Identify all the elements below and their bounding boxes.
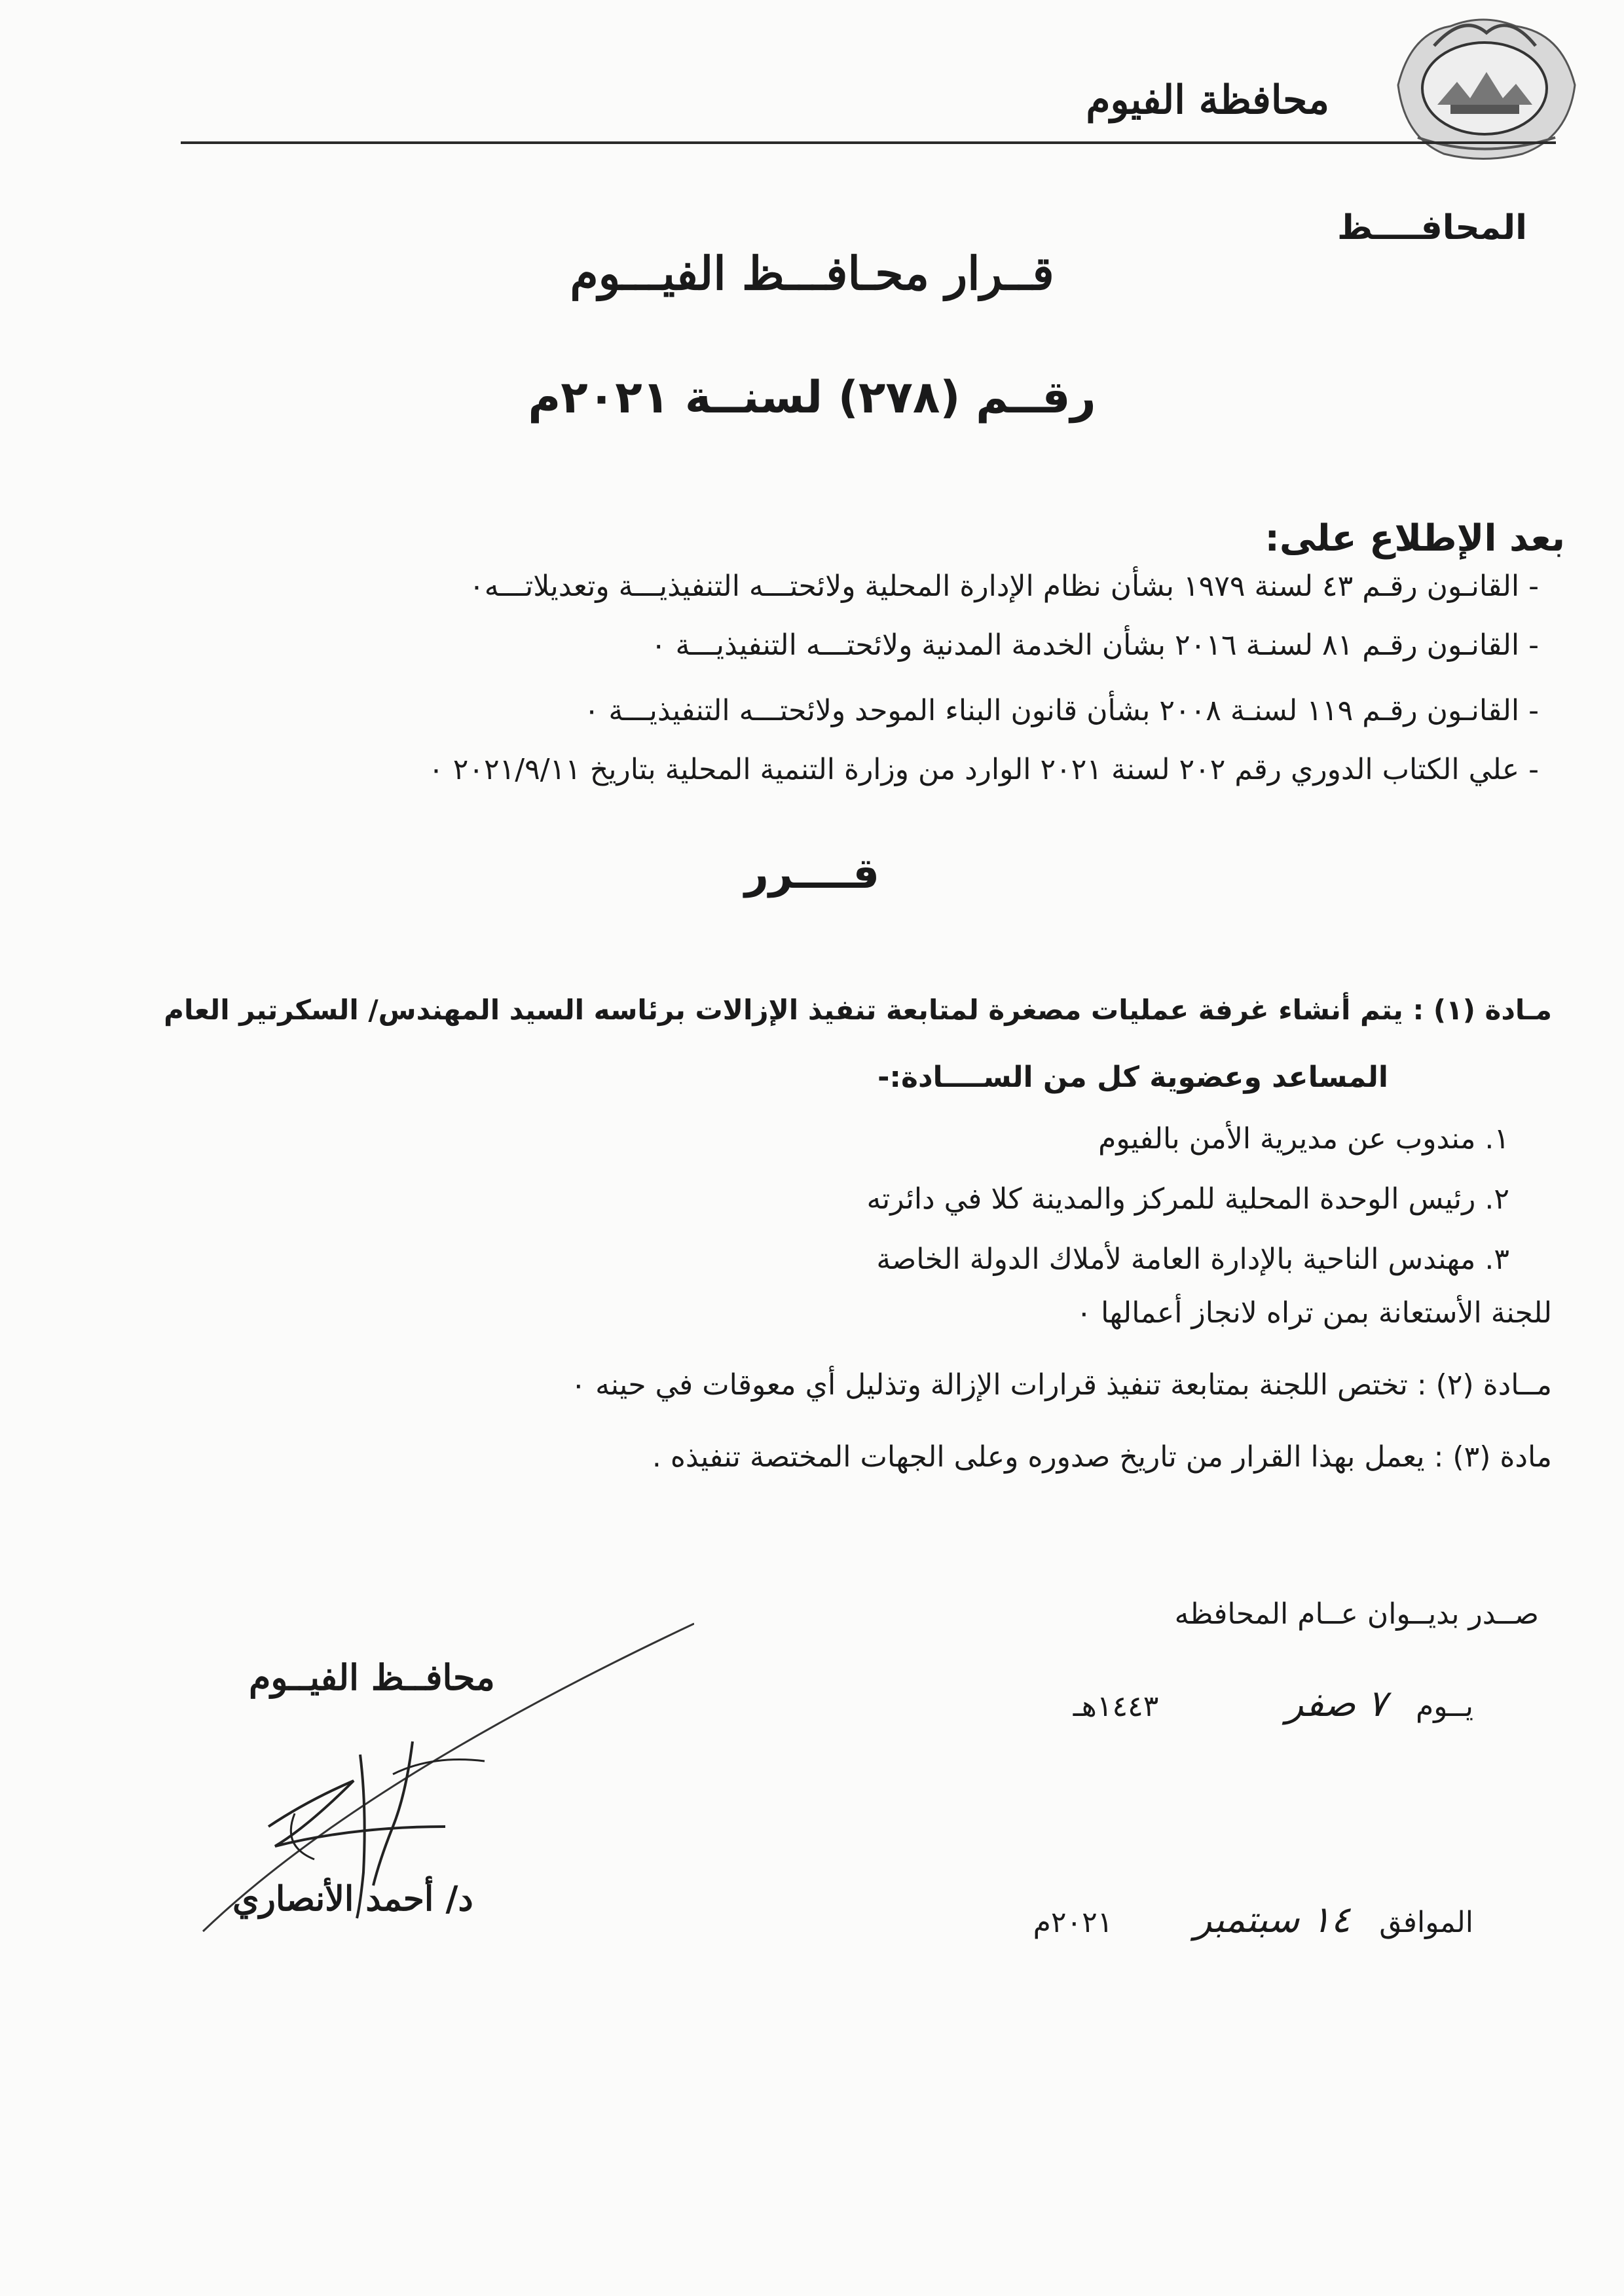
preamble-item: - علي الكتاب الدوري رقم ٢٠٢ لسنة ٢٠٢١ الوارد من وزارة التنمية المحلية بتاريخ ٢٠٢١/٩/١١ ٠ [428, 753, 1539, 786]
header-divider [181, 141, 1556, 144]
signer-title: محافــظ الفيــوم [249, 1656, 495, 1698]
article-1-line-2: المساعد وعضوية كل من الســــادة:- [877, 1061, 1388, 1094]
decree-word: قــــرر [744, 850, 880, 898]
preamble-item: - القانـون رقـم ٨١ لسنـة ٢٠١٦ بشأن الخدمة المدنية ولائحتـــه التنفيذيـــة ٠ [650, 629, 1539, 662]
committee-member-item: ٢. رئيس الوحدة المحلية للمركز والمدينة كلا في دائرته [866, 1182, 1509, 1216]
hijri-year: ١٤٤٣هـ [1073, 1690, 1159, 1723]
decree-title: قــرار محـافـــظ الفيـــوم [570, 246, 1054, 301]
preamble-heading: بعد الإطلاع على: [1264, 517, 1565, 560]
issued-at: صــدر بديــوان عــام المحافظه [1174, 1597, 1539, 1631]
role-label: المحافــــظ [1337, 208, 1527, 247]
article-2: مــادة (٢) : تختص اللجنة بمتابعة تنفيذ قرارات الإزالة وتذليل أي معوقات في حينه ٠ [570, 1368, 1552, 1402]
governorate-logo-emblem [1372, 7, 1595, 164]
date-label: الموافق [1379, 1906, 1473, 1939]
handwritten-hijri-day: ٧ صفر [1285, 1683, 1387, 1725]
article-3: مادة (٣) : يعمل بهذا القرار من تاريخ صدوره وعلى الجهات المختصة تنفيذه . [652, 1440, 1552, 1474]
article-1-line-1: مـادة (١) : يتم أنشاء غرفة عمليات مصغرة لمتابعة تنفيذ الإزالات برئاسه السيد المهندس/ السكرتير العام [164, 994, 1552, 1026]
signer-name: د/ أحمد الأنصاري [232, 1879, 473, 1919]
hijri-date-row [1073, 1683, 1473, 1725]
gregorian-year: ٢٠٢١م [1033, 1906, 1113, 1939]
committee-member-item: ١. مندوب عن مديرية الأمن بالفيوم [1098, 1122, 1509, 1156]
article-1-closing: للجنة الأستعانة بمن تراه لانجاز أعمالها ٠ [1076, 1296, 1552, 1330]
handwritten-gregorian-day: ١٤ سبتمبر [1194, 1899, 1351, 1941]
committee-member-item: ٣. مهندس الناحية بالإدارة العامة لأملاك الدولة الخاصة [876, 1243, 1509, 1276]
gregorian-date-row [1033, 1899, 1473, 1941]
day-label: يــوم [1416, 1690, 1473, 1723]
preamble-item: - القانـون رقـم ١١٩ لسنـة ٢٠٠٨ بشأن قانون البناء الموحد ولائحتـــه التنفيذيـــة ٠ [583, 694, 1539, 727]
preamble-item: - القانـون رقـم ٤٣ لسنة ١٩٧٩ بشأن نظام الإدارة المحلية ولائحتـــه التنفيذيـــة وتعديلاتـــه٠ [469, 570, 1539, 603]
governorate-name: محافظة الفيوم [1086, 77, 1329, 123]
decree-number: رقــم (٢٧٨) لسنــة ٢٠٢١م [528, 372, 1096, 424]
